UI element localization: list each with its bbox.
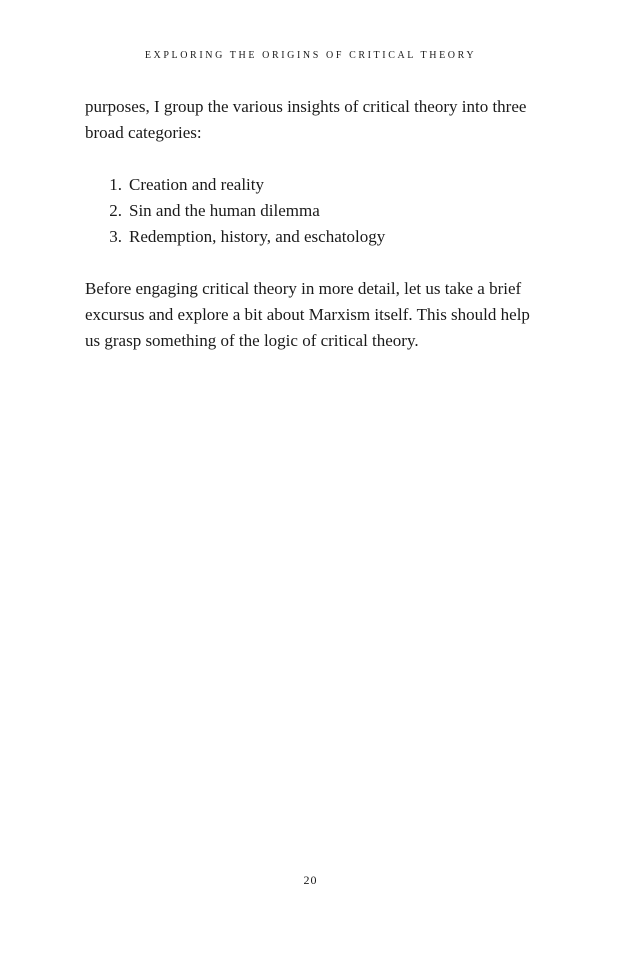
list-item-text: Sin and the human dilemma xyxy=(129,201,320,220)
list-item-text: Creation and reality xyxy=(129,175,265,194)
list-item xyxy=(85,224,541,250)
body-text xyxy=(85,94,541,354)
list-item-number: 2. xyxy=(109,201,122,220)
list-item-text: Redemption, history, and eschatology xyxy=(129,227,386,246)
list-item-number: 3. xyxy=(109,227,122,246)
page-number: 20 xyxy=(303,873,318,887)
list-item xyxy=(85,172,541,198)
numbered-list xyxy=(85,172,541,250)
paragraph-intro: purposes, I group the various insights of critical theory into three broad categories: xyxy=(85,97,527,142)
running-header: EXPLORING THE ORIGINS OF CRITICAL THEORY xyxy=(144,50,477,61)
list-item xyxy=(85,198,541,224)
list-item-number: 1. xyxy=(109,175,122,194)
paragraph-excursus: Before engaging critical theory in more detail, let us take a brief excursus and explore a bit about Marxism itself. This should help us grasp something of the logic of critical theory. xyxy=(85,279,530,350)
